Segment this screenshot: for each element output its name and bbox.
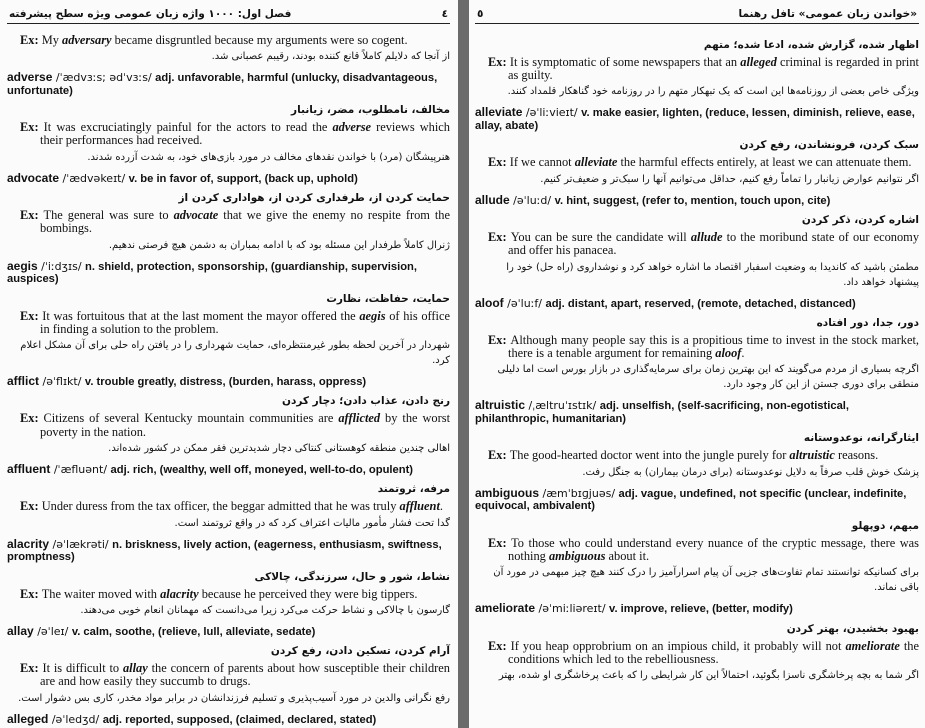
entry-definition xyxy=(475,487,919,513)
pronunciation: /əˈlækrəti/ xyxy=(49,537,113,551)
example-sentence xyxy=(475,156,919,169)
example-text: the conditions which led to the rebelliousness. xyxy=(508,638,919,666)
entry-definition xyxy=(7,172,450,186)
persian-meaning: مخالف، نامطلوب، مضر، زیانبار xyxy=(291,104,450,117)
pronunciation: /ˈæfluənt/ xyxy=(50,462,111,476)
definition-text: distant, apart, reserved, (remote, detached, distanced) xyxy=(564,297,856,310)
persian-translation: از آنجا که دلایلم کاملاً قانع کننده بودند، رقیبم عصبانی شد. xyxy=(211,51,450,63)
persian-translation: مطمئن باشید که کاندیدا به وضعیت اسفبار اقتصاد ما اشاره خواهد کرد و نوشداروی (راه حل) خود را پیشنهاد خواهد داد. xyxy=(506,261,919,288)
example-sentence xyxy=(7,588,450,601)
example-text: My xyxy=(41,33,62,47)
entry-definition xyxy=(7,375,450,389)
definition-text: shield, protection, sponsorship, (guardianship, supervision, auspices) xyxy=(7,260,417,286)
page-header xyxy=(475,0,919,24)
pronunciation: /əˈflɪkt/ xyxy=(39,374,85,388)
example-label: Ex: xyxy=(20,586,42,601)
example-text: If you heap opprobrium on an impious child, it probably will not xyxy=(510,638,846,653)
example-text: Citizens of several Kentucky mountain communities are xyxy=(43,411,339,426)
page-content xyxy=(7,24,450,726)
pronunciation: /ˌæltruˈɪstɪk/ xyxy=(525,399,600,413)
example-text: criminal is regarded in print as guilty. xyxy=(508,55,919,83)
example-text: The good-hearted doctor went into the jungle purely for xyxy=(509,448,790,463)
definition-text: trouble greatly, distress, (burden, harass, oppress) xyxy=(93,375,367,388)
definition-text: make easier, lighten, (reduce, lessen, diminish, relieve, ease, allay, abate) xyxy=(475,107,915,132)
example-text: of his office in finding a solution to the problem. xyxy=(40,308,450,336)
definition-text: briskness, lively action, (eagerness, enthusiasm, swiftness, promptness) xyxy=(7,538,442,564)
entry-definition xyxy=(7,538,450,564)
page-number: ٤ xyxy=(441,8,448,20)
chapter-title: فصل اول: ۱۰۰۰ واژه زبان عمومی ویژه سطح پیشرفته xyxy=(9,8,292,20)
example-text: It is difficult to xyxy=(42,661,123,676)
headword: alleviate xyxy=(475,105,523,120)
pronunciation: /ˈædvɜːs; ədˈvɜːs/ xyxy=(52,71,156,85)
pronunciation: /əˈluːd/ xyxy=(509,193,555,207)
right-page xyxy=(469,0,925,728)
book-title: «خواندن زبان عمومی» تافل رهنما xyxy=(738,8,917,20)
example-text: Although many people say this is a propitious time to invest in the stock market, there is a tenable argument for remaining xyxy=(508,333,920,361)
example-sentence xyxy=(7,209,450,235)
entry-definition xyxy=(475,297,919,311)
example-text: It was fortuitous that at the last moment the mayor offered the xyxy=(42,308,360,323)
example-sentence xyxy=(475,449,919,462)
pronunciation: /əˈleɪ/ xyxy=(33,624,72,638)
example-label: Ex: xyxy=(488,230,511,245)
persian-translation: اگر شما به بچه پرخاشگری ناسزا بگوئید، احتمالاً این کار شرایطی را که باعث پرخاشگری او شده، بهتر xyxy=(498,669,919,681)
persian-translation: رفع نگرانی والدین در مورد آسیب‌پذیری و تسلیم فرزندانشان در برابر مواد مخدر، کاری بس دشوار است. xyxy=(18,692,450,704)
example-text: the concern of parents about how susceptible their children are and how easily they succumb to drugs. xyxy=(40,661,450,689)
example-sentence xyxy=(7,121,450,147)
example-sentence xyxy=(475,640,919,666)
pronunciation: /ˈiːdʒɪs/ xyxy=(37,259,86,273)
example-keyword: afflicted xyxy=(338,411,381,426)
example-text: reviews which their performances had received. xyxy=(40,120,450,148)
example-label: Ex: xyxy=(488,55,510,69)
part-of-speech: v. xyxy=(581,107,590,120)
example-keyword: ameliorate xyxy=(845,638,900,653)
definition-text: vague, undefined, not specific (unclear, indefinite, equivocal, ambivalent) xyxy=(475,487,907,513)
example-sentence xyxy=(7,34,450,47)
part-of-speech: n. xyxy=(85,260,95,273)
entry-definition xyxy=(7,713,450,727)
part-of-speech: adj. xyxy=(155,72,175,85)
example-text: It is symptomatic of some newspapers that an xyxy=(509,55,741,69)
headword: aegis xyxy=(7,258,38,273)
part-of-speech: n. xyxy=(112,538,123,551)
pronunciation: /æmˈbɪɡjuəs/ xyxy=(539,486,619,500)
example-label: Ex: xyxy=(488,333,511,348)
example-sentence xyxy=(475,334,919,360)
persian-meaning: حمایت، حفاظت، نظارت xyxy=(326,292,450,305)
headword: altruistic xyxy=(475,398,526,413)
persian-meaning: رنج دادن، عذاب دادن؛ دچار کردن xyxy=(281,395,450,408)
pronunciation: /əˈliːvieɪt/ xyxy=(522,106,582,120)
example-label: Ex: xyxy=(20,499,42,514)
definition-text: reported, supposed, (claimed, declared, stated) xyxy=(121,713,377,726)
headword: aloof xyxy=(475,295,504,310)
persian-translation: ژنرال کاملاً طرفدار این مسئله بود که با ادامه بمباران به دشمن هیچ فرصتی ندهیم. xyxy=(108,239,450,251)
persian-translation: گدا تحت فشار مأمور مالیات اعتراف کرد که در واقع ثروتمند است. xyxy=(174,517,450,529)
definition-text: improve, relieve, (better, modify) xyxy=(617,603,793,616)
persian-meaning: مرفه، ثروتمند xyxy=(377,483,450,496)
headword: afflict xyxy=(7,373,40,388)
persian-meaning: سبک کردن، فرونشاندن، رفع کردن xyxy=(739,139,919,152)
persian-meaning: اظهار شده، گزارش شده، ادعا شده؛ متهم xyxy=(703,39,919,51)
example-text: about it. xyxy=(605,548,650,563)
part-of-speech: adj. xyxy=(102,713,122,726)
entry-definition xyxy=(7,463,450,477)
persian-meaning: ایثارگرانه، نوعدوستانه xyxy=(803,432,919,445)
example-label: Ex: xyxy=(20,308,43,323)
example-label: Ex: xyxy=(20,33,42,47)
example-text: reasons. xyxy=(834,448,879,463)
example-sentence xyxy=(7,500,450,513)
example-text: . xyxy=(439,499,443,514)
example-keyword: affluent xyxy=(399,499,440,514)
part-of-speech: v. xyxy=(71,625,81,638)
part-of-speech: adj. xyxy=(599,400,620,413)
pronunciation: /əˈledʒd/ xyxy=(48,712,103,726)
example-sentence xyxy=(7,310,450,336)
entry-definition xyxy=(475,602,919,616)
headword: ameliorate xyxy=(475,601,536,616)
example-keyword: allay xyxy=(122,661,148,676)
part-of-speech: v. xyxy=(554,194,564,207)
example-text: It was excruciatingly painful for the actors to read the xyxy=(43,120,333,135)
example-text: If we cannot xyxy=(509,155,575,170)
example-label: Ex: xyxy=(488,638,511,653)
part-of-speech: v. xyxy=(84,375,94,388)
example-keyword: alleviate xyxy=(574,155,618,170)
definition-text: hint, suggest, (refer to, mention, touch upon, cite) xyxy=(563,194,831,207)
definition-text: rich, (wealthy, well off, moneyed, well-to-do, opulent) xyxy=(129,463,414,476)
pronunciation: /ˈædvəkeɪt/ xyxy=(59,171,129,185)
example-keyword: advocate xyxy=(173,208,219,223)
part-of-speech: v. xyxy=(128,172,138,185)
persian-meaning: مبهم، دوپهلو xyxy=(851,519,919,532)
left-page xyxy=(0,0,458,728)
persian-translation: اگر نتوانیم عوارض زیانبار را تماماً رفع کنیم، حداقل می‌توانیم آنها را سبک‌تر و ضعیف‌تر کنیم. xyxy=(540,173,919,185)
headword: allude xyxy=(475,192,510,207)
example-keyword: aegis xyxy=(359,308,386,323)
example-keyword: adversary xyxy=(62,33,112,47)
entry-definition xyxy=(7,71,450,97)
example-text: Under duress from the tax officer, the beggar admitted that he was truly xyxy=(41,499,400,514)
persian-meaning: آرام کردن، تسکین دادن، رفع کردن xyxy=(270,645,450,658)
persian-meaning: حمایت کردن از، طرفداری کردن از، هواداری کردن از xyxy=(178,192,450,205)
persian-meaning: بهبود بخشیدن، بهتر کردن xyxy=(786,622,919,635)
example-label: Ex: xyxy=(20,661,43,676)
headword: alacrity xyxy=(7,536,50,551)
persian-meaning: دور، جدا، دور افتاده xyxy=(816,317,919,330)
definition-text: unfavorable, harmful (unlucky, disadvantageous, unfortunate) xyxy=(7,72,438,97)
entry-definition xyxy=(7,625,450,639)
example-text: that we give the enemy no respite from the bombings. xyxy=(40,208,451,236)
example-keyword: allude xyxy=(690,230,723,245)
example-text: The waiter moved with xyxy=(41,586,161,601)
persian-meaning: اشاره کردن، ذکر کردن xyxy=(801,214,919,227)
example-keyword: alleged xyxy=(740,55,777,69)
headword: allay xyxy=(7,623,34,638)
part-of-speech: adj. xyxy=(618,487,638,500)
persian-translation: گارسون با چالاکی و نشاط حرکت می‌کرد زیرا می‌دانست که مهمانان انعام خوبی می‌دهند. xyxy=(80,604,450,616)
entry-definition xyxy=(475,106,919,132)
example-label: Ex: xyxy=(488,155,510,170)
persian-translation: اهالی چندین منطقه کوهستانی کنتاکی دچار شدیدترین فقر ممکن در کشور شده‌اند. xyxy=(108,442,450,454)
example-keyword: ambiguous xyxy=(548,548,606,563)
headword: affluent xyxy=(7,461,51,476)
example-text: the harmful effects entirely, at least we can attenuate them. xyxy=(617,155,912,170)
example-sentence xyxy=(475,231,919,257)
example-text: because he perceived they were big tippers. xyxy=(198,586,418,601)
example-label: Ex: xyxy=(20,411,44,426)
example-label: Ex: xyxy=(20,208,44,223)
persian-translation: شهردار در آخرین لحظه بطور غیرمنتظره‌ای، حمایت شهرداری را در یافتن راه حلی برای آن مشکل اعلام کرد. xyxy=(20,339,450,366)
example-sentence xyxy=(475,537,919,563)
pronunciation: /əˈluːf/ xyxy=(503,296,546,310)
pronunciation: /əˈmiːliəreɪt/ xyxy=(535,602,610,616)
example-sentence xyxy=(7,412,450,438)
persian-translation: برای کسانیکه توانستند تمام تفاوت‌های جزیی آن پیام اسرارآمیز را درک کنند هیچ چیز مبهمی در مورد آن باقی نماند. xyxy=(493,567,919,594)
example-text: You can be sure the candidate will xyxy=(510,230,691,245)
example-text: by the worst poverty in the nation. xyxy=(40,411,451,439)
example-keyword: adverse xyxy=(332,120,372,135)
page-number: ٥ xyxy=(477,8,484,20)
example-text: The general was sure to xyxy=(43,208,174,223)
example-text: became disgruntled because my arguments were so cogent. xyxy=(111,33,408,47)
page-content xyxy=(475,24,919,683)
definition-text: be in favor of, support, (back up, uphold) xyxy=(137,172,358,185)
part-of-speech: v. xyxy=(609,603,618,616)
entry-definition xyxy=(7,260,450,286)
persian-translation: هنرپیشگان (مرد) با خواندن نقدهای مخالف در مورد بازی‌های خود، به شدت آزرده شدند. xyxy=(87,151,450,163)
example-keyword: aloof xyxy=(715,346,742,361)
persian-translation: ویژگی خاص بعضی از روزنامه‌ها این است که یک تبهکار متهم را در روزنامه خود گناهکار قلمداد کنند. xyxy=(507,86,919,98)
example-keyword: altruistic xyxy=(789,448,835,463)
example-sentence xyxy=(7,662,450,688)
example-text: . xyxy=(741,346,745,361)
example-keyword: alacrity xyxy=(160,586,199,601)
persian-translation: اگرچه بسیاری از مردم می‌گویند که این بهترین زمان برای سرمایه‌گذاری در بازار بورس است اما دلیلی منطقی برای دوری جستن از این کار وجود دارد. xyxy=(497,364,919,391)
persian-meaning: نشاط، شور و حال، سرزندگی، چالاکی xyxy=(254,570,450,583)
part-of-speech: adj. xyxy=(545,297,565,310)
headword: ambiguous xyxy=(475,485,540,500)
example-label: Ex: xyxy=(488,448,510,463)
part-of-speech: adj. xyxy=(110,463,130,476)
entry-definition xyxy=(475,399,919,425)
example-label: Ex: xyxy=(20,120,44,135)
example-sentence xyxy=(475,56,919,82)
example-text: to the moribund state of our economy and offer his panacea. xyxy=(508,230,920,258)
definition-text: unselfish, (self-sacrificing, non-egotistical, philanthropic, humanitarian) xyxy=(475,400,850,425)
headword: adverse xyxy=(7,70,53,85)
persian-translation: پزشک خوش قلب صرفاً به دلایل نوعدوستانه (برای درمان بیماران) به جنگل رفت. xyxy=(582,466,919,478)
example-label: Ex: xyxy=(488,535,512,550)
headword: advocate xyxy=(7,170,60,185)
definition-text: calm, soothe, (relieve, lull, alleviate, sedate) xyxy=(80,625,316,638)
entry-definition xyxy=(475,194,919,208)
headword: alleged xyxy=(7,711,49,726)
page-header xyxy=(7,0,450,24)
example-text: To those who could understand every nuance of the cryptic message, there was nothing xyxy=(508,535,919,563)
